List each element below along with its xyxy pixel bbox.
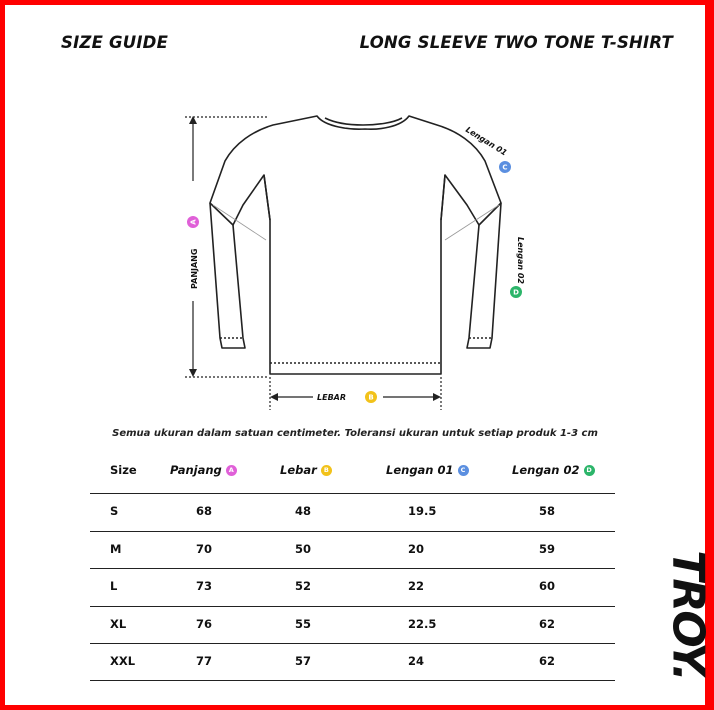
cell-lengan02: 62 (539, 616, 556, 631)
cell-lengan02: 62 (539, 654, 556, 668)
header-lengan02: Lengan 02 D (512, 463, 595, 477)
cell-lengan01: 22.5 (408, 616, 437, 631)
cell-size: L (110, 579, 118, 593)
cell-panjang: 70 (196, 541, 213, 556)
svg-text:D: D (513, 288, 519, 297)
header-lebar: Lebar B (280, 463, 332, 477)
lengan01-label: Lengan 01 (463, 125, 509, 158)
right-sleeve (467, 203, 501, 348)
cell-size: XXL (110, 654, 136, 668)
left-sleeve (210, 203, 245, 348)
table-row (90, 643, 615, 681)
cell-lengan02: 58 (539, 504, 556, 518)
size-guide-card (5, 5, 714, 705)
troy-logo: TROY. (662, 550, 714, 680)
cell-panjang: 73 (196, 579, 213, 593)
measurement-note: Semua ukuran dalam satuan centimeter. Toleransi ukuran untuk setiap produk 1-3 cm (112, 428, 598, 439)
panjang-label: PANJANG (190, 248, 199, 289)
svg-text:B: B (368, 393, 374, 402)
tshirt-collar (325, 118, 402, 125)
tshirt-diagram (5, 5, 705, 425)
cell-panjang: 76 (196, 616, 213, 631)
size-table (90, 453, 615, 681)
header-panjang: Panjang A (170, 463, 237, 477)
cell-lebar: 57 (295, 654, 312, 668)
svg-text:A: A (189, 219, 198, 225)
cell-lebar: 52 (295, 579, 312, 593)
cell-lengan01: 24 (408, 654, 425, 668)
product-title: LONG SLEEVE TWO TONE T-SHIRT (359, 33, 673, 52)
cell-lengan01: 19.5 (408, 504, 437, 518)
header-lengan01: Lengan 01 C (386, 463, 469, 477)
cell-panjang: 77 (196, 654, 213, 668)
table-row (90, 568, 615, 606)
cell-lengan01: 22 (408, 579, 425, 593)
table-row (90, 531, 615, 569)
cell-size: XL (110, 616, 127, 631)
header-size: Size (110, 463, 137, 477)
cell-panjang: 68 (196, 504, 213, 518)
cell-lebar: 55 (295, 616, 312, 631)
size-guide-title: SIZE GUIDE (61, 33, 169, 52)
table-header (90, 453, 615, 493)
lengan02-label: Lengan 02 (516, 237, 525, 284)
cell-lebar: 48 (295, 504, 312, 518)
cell-size: M (110, 541, 122, 556)
cell-lengan02: 59 (539, 541, 556, 556)
tshirt-outline (210, 116, 501, 374)
svg-text:C: C (502, 163, 508, 172)
cell-size: S (110, 504, 119, 518)
table-row (90, 606, 615, 644)
cell-lengan01: 20 (408, 541, 425, 556)
cell-lebar: 50 (295, 541, 312, 556)
cell-lengan02: 60 (539, 579, 556, 593)
lebar-label: LEBAR (317, 393, 347, 402)
table-row (90, 493, 615, 531)
